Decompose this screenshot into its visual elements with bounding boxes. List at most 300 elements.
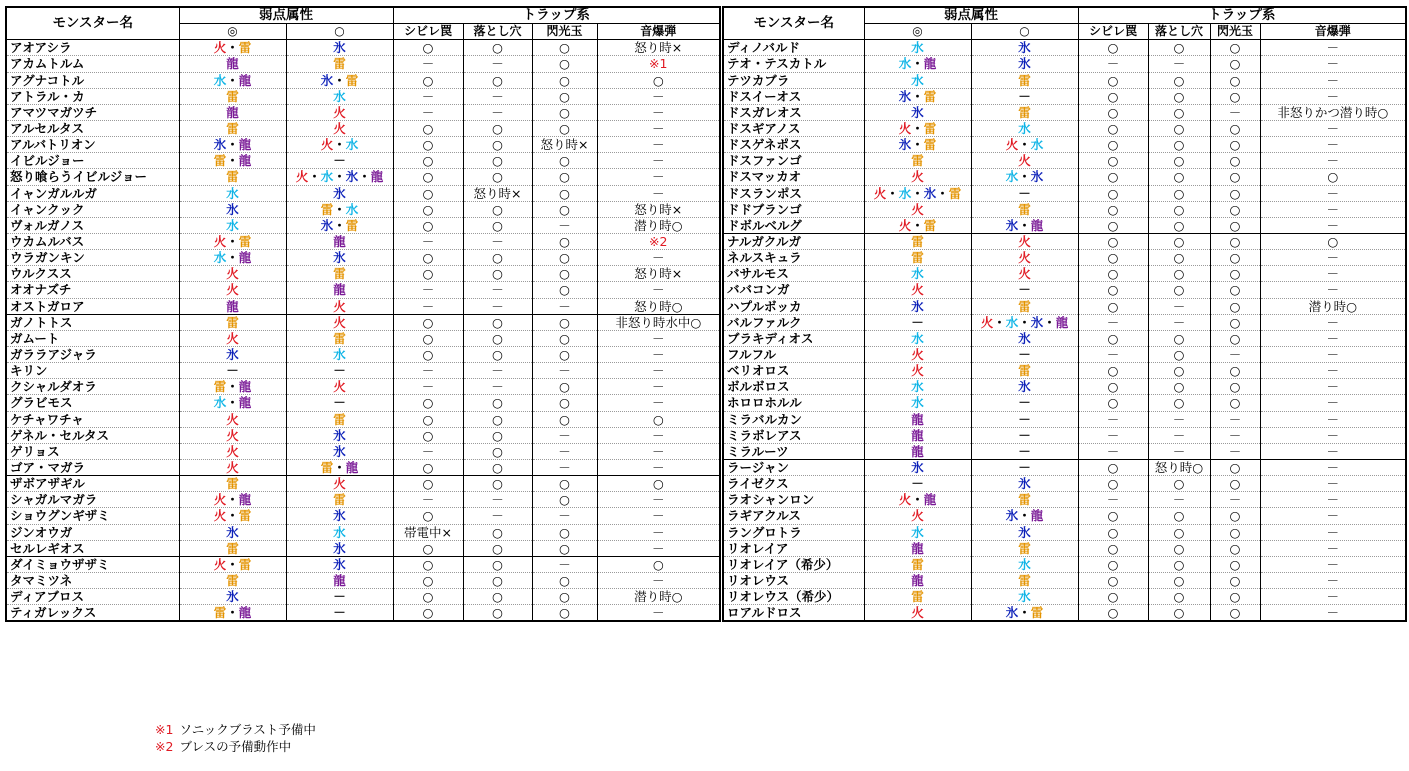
sonic-bomb-cell: －	[597, 120, 720, 136]
flash-bomb-cell: ○	[1210, 88, 1260, 104]
sonic-bomb-cell: －	[1260, 605, 1406, 622]
shock-trap-cell: －	[1078, 411, 1148, 427]
flash-bomb-cell: ○	[1210, 169, 1260, 185]
shock-trap-cell: ○	[393, 427, 463, 443]
monster-name-cell: アルバトリオン	[6, 137, 179, 153]
sonic-bomb-cell: 潜り時○	[597, 217, 720, 233]
table-row	[723, 56, 1406, 72]
good-weakness-cell: 龍	[286, 282, 393, 298]
pitfall-cell: －	[463, 282, 532, 298]
monster-name-cell: ミラルーツ	[723, 443, 864, 459]
monster-name-cell: キリン	[6, 363, 179, 379]
sonic-bomb-cell: －	[1260, 330, 1406, 346]
table-row	[6, 346, 720, 362]
monster-name-cell: ホロロホルル	[723, 395, 864, 411]
monster-name-cell: ドスギアノス	[723, 120, 864, 136]
good-weakness-cell: 雷	[971, 201, 1078, 217]
good-weakness-cell: 氷	[286, 250, 393, 266]
sonic-bomb-cell: 潜り時○	[1260, 298, 1406, 314]
shock-trap-cell: －	[393, 282, 463, 298]
monster-name-cell: ドボルベルグ	[723, 217, 864, 233]
monster-name-cell: ベリオロス	[723, 363, 864, 379]
table-row	[723, 72, 1406, 88]
pitfall-cell: ○	[1148, 605, 1210, 622]
header-pitfall-trap: 落とし穴	[463, 24, 532, 40]
pitfall-cell: ○	[463, 556, 532, 572]
shock-trap-cell: ○	[1078, 282, 1148, 298]
monster-name-cell: バサルモス	[723, 266, 864, 282]
shock-trap-cell: ○	[1078, 72, 1148, 88]
monster-name-cell: ドスマッカオ	[723, 169, 864, 185]
flash-bomb-cell: －	[532, 298, 597, 314]
monster-name-cell: ティガレックス	[6, 605, 179, 622]
sonic-bomb-cell: －	[1260, 56, 1406, 72]
good-weakness-cell: －	[286, 153, 393, 169]
sonic-bomb-cell: －	[597, 153, 720, 169]
table-row	[723, 330, 1406, 346]
pitfall-cell: ○	[1148, 88, 1210, 104]
best-weakness-cell: 龍	[864, 411, 971, 427]
shock-trap-cell: ○	[1078, 572, 1148, 588]
sonic-bomb-cell: －	[597, 395, 720, 411]
best-weakness-cell: 龍	[864, 443, 971, 459]
table-row	[723, 88, 1406, 104]
table-row	[6, 572, 720, 588]
best-weakness-cell: 火	[864, 346, 971, 362]
pitfall-cell: ○	[463, 459, 532, 475]
monster-name-cell: ゴア・マガラ	[6, 459, 179, 475]
monster-name-cell: イャンガルルガ	[6, 185, 179, 201]
sonic-bomb-cell: －	[597, 88, 720, 104]
best-weakness-cell: 氷	[179, 346, 286, 362]
good-weakness-cell: 火・水	[286, 137, 393, 153]
shock-trap-cell: ○	[1078, 137, 1148, 153]
shock-trap-cell: ○	[393, 346, 463, 362]
sonic-bomb-cell: －	[1260, 346, 1406, 362]
monster-name-cell: ライゼクス	[723, 476, 864, 492]
table-row	[723, 314, 1406, 330]
table-row	[6, 427, 720, 443]
monster-name-cell: ババコンガ	[723, 282, 864, 298]
monster-name-cell: ガララアジャラ	[6, 346, 179, 362]
flash-bomb-cell: －	[532, 427, 597, 443]
table-row	[6, 476, 720, 492]
monster-name-cell: アカムトルム	[6, 56, 179, 72]
flash-bomb-cell: ○	[1210, 476, 1260, 492]
good-weakness-cell: －	[971, 395, 1078, 411]
flash-bomb-cell: ○	[1210, 379, 1260, 395]
sonic-bomb-cell: －	[597, 104, 720, 120]
monster-name-cell: ロアルドロス	[723, 605, 864, 622]
footnote-text: ブレスの予備動作中	[179, 739, 292, 754]
sonic-bomb-cell: －	[1260, 250, 1406, 266]
good-weakness-cell: －	[286, 363, 393, 379]
flash-bomb-cell: ○	[532, 266, 597, 282]
good-weakness-cell: 氷	[286, 427, 393, 443]
table-row	[723, 508, 1406, 524]
monster-name-cell: ディアブロス	[6, 589, 179, 605]
shock-trap-cell: ○	[393, 395, 463, 411]
shock-trap-cell: ○	[1078, 298, 1148, 314]
pitfall-cell: ○	[1148, 153, 1210, 169]
best-weakness-cell: 氷・雷	[864, 137, 971, 153]
good-weakness-cell: 水	[971, 589, 1078, 605]
pitfall-cell: ○	[463, 40, 532, 56]
good-weakness-cell: 氷・雷	[286, 217, 393, 233]
pitfall-cell: ○	[463, 605, 532, 622]
pitfall-cell: ○	[463, 266, 532, 282]
monster-name-cell: ウラガンキン	[6, 250, 179, 266]
flash-bomb-cell: ○	[532, 540, 597, 556]
monster-name-cell: グラビモス	[6, 395, 179, 411]
pitfall-cell: －	[1148, 492, 1210, 508]
table-row	[6, 201, 720, 217]
monster-name-cell: オストガロア	[6, 298, 179, 314]
pitfall-cell: ○	[463, 540, 532, 556]
good-weakness-cell: 火	[971, 233, 1078, 249]
pitfall-cell: ○	[463, 120, 532, 136]
monster-name-cell: ボルボロス	[723, 379, 864, 395]
sonic-bomb-cell: －	[597, 605, 720, 622]
table-row	[723, 104, 1406, 120]
pitfall-cell: －	[1148, 314, 1210, 330]
monster-name-cell: ドスガレオス	[723, 104, 864, 120]
shock-trap-cell: ○	[1078, 524, 1148, 540]
flash-bomb-cell: ○	[1210, 56, 1260, 72]
good-weakness-cell: 氷	[971, 330, 1078, 346]
sonic-bomb-cell: 怒り時×	[597, 40, 720, 56]
shock-trap-cell: ○	[393, 476, 463, 492]
monster-name-cell: ドスイーオス	[723, 88, 864, 104]
good-weakness-cell: 龍	[286, 233, 393, 249]
best-weakness-cell: 氷	[864, 459, 971, 475]
flash-bomb-cell: ○	[532, 346, 597, 362]
flash-bomb-cell: －	[532, 217, 597, 233]
table-row	[723, 40, 1406, 56]
table-row	[6, 169, 720, 185]
shock-trap-cell: －	[1078, 492, 1148, 508]
good-weakness-cell: 雷	[286, 56, 393, 72]
good-weakness-cell: －	[286, 589, 393, 605]
pitfall-cell: ○	[463, 250, 532, 266]
sonic-bomb-cell: －	[597, 169, 720, 185]
sonic-bomb-cell: －	[597, 443, 720, 459]
monster-name-cell: フルフル	[723, 346, 864, 362]
flash-bomb-cell: ○	[532, 605, 597, 622]
flash-bomb-cell: ○	[532, 411, 597, 427]
header-monster-name: モンスター名	[6, 7, 179, 40]
best-weakness-cell: 雷	[864, 153, 971, 169]
best-weakness-cell: 龍	[179, 56, 286, 72]
sonic-bomb-cell: －	[1260, 459, 1406, 475]
table-row	[723, 266, 1406, 282]
flash-bomb-cell: ○	[1210, 540, 1260, 556]
flash-bomb-cell: ○	[1210, 72, 1260, 88]
monster-name-cell: アオアシラ	[6, 40, 179, 56]
flash-bomb-cell: ○	[1210, 120, 1260, 136]
flash-bomb-cell: ○	[532, 492, 597, 508]
sonic-bomb-cell: ○	[597, 411, 720, 427]
shock-trap-cell: －	[393, 104, 463, 120]
sonic-bomb-cell: －	[597, 427, 720, 443]
sonic-bomb-cell: －	[1260, 217, 1406, 233]
shock-trap-cell: ○	[393, 153, 463, 169]
pitfall-cell: ○	[1148, 395, 1210, 411]
sonic-bomb-cell: ○	[1260, 169, 1406, 185]
monster-name-cell: ガムート	[6, 330, 179, 346]
header-flash-bomb: 閃光玉	[532, 24, 597, 40]
good-weakness-cell: －	[971, 282, 1078, 298]
flash-bomb-cell: －	[1210, 104, 1260, 120]
flash-bomb-cell: ○	[1210, 395, 1260, 411]
flash-bomb-cell: ○	[532, 233, 597, 249]
pitfall-cell: ○	[463, 572, 532, 588]
pitfall-cell: －	[463, 492, 532, 508]
flash-bomb-cell: ○	[1210, 508, 1260, 524]
monster-name-cell: ガノトトス	[6, 314, 179, 330]
best-weakness-cell: 火	[864, 201, 971, 217]
best-weakness-cell: 水	[179, 185, 286, 201]
table-row	[723, 169, 1406, 185]
best-weakness-cell: 火・水・氷・雷	[864, 185, 971, 201]
flash-bomb-cell: ○	[1210, 363, 1260, 379]
flash-bomb-cell: －	[532, 459, 597, 475]
pitfall-cell: ○	[1148, 330, 1210, 346]
pitfall-cell: ○	[463, 524, 532, 540]
good-weakness-cell: 火・水・氷・龍	[971, 314, 1078, 330]
good-weakness-cell: 火・水・氷・龍	[286, 169, 393, 185]
table-row	[723, 589, 1406, 605]
good-weakness-cell: 雷	[286, 266, 393, 282]
monster-name-cell: ディノバルド	[723, 40, 864, 56]
table-row	[6, 250, 720, 266]
flash-bomb-cell: ○	[532, 330, 597, 346]
sonic-bomb-cell: －	[597, 508, 720, 524]
best-weakness-cell: 氷・雷	[864, 88, 971, 104]
shock-trap-cell: ○	[393, 314, 463, 330]
pitfall-cell: ○	[1148, 185, 1210, 201]
sonic-bomb-cell: －	[1260, 201, 1406, 217]
best-weakness-cell: 雷	[179, 120, 286, 136]
monster-name-cell: シャガルマガラ	[6, 492, 179, 508]
table-row	[6, 72, 720, 88]
flash-bomb-cell: ○	[1210, 40, 1260, 56]
good-weakness-cell: 雷	[971, 104, 1078, 120]
sonic-bomb-cell: 怒り時○	[597, 298, 720, 314]
flash-bomb-cell: ○	[532, 88, 597, 104]
best-weakness-cell: 火・雷	[179, 40, 286, 56]
footnote-text: ソニックブラスト予備中	[179, 722, 316, 737]
pitfall-cell: －	[1148, 443, 1210, 459]
shock-trap-cell: ○	[1078, 217, 1148, 233]
sonic-bomb-cell: －	[597, 282, 720, 298]
monster-name-cell: 怒り喰らうイビルジョー	[6, 169, 179, 185]
sonic-bomb-cell: －	[597, 185, 720, 201]
good-weakness-cell: 雷	[286, 411, 393, 427]
sonic-bomb-cell: 怒り時×	[597, 201, 720, 217]
shock-trap-cell: －	[393, 443, 463, 459]
table-row	[6, 233, 720, 249]
monster-name-cell: ドスランポス	[723, 185, 864, 201]
sonic-bomb-cell: －	[1260, 589, 1406, 605]
sonic-bomb-cell: －	[1260, 153, 1406, 169]
flash-bomb-cell: ○	[1210, 330, 1260, 346]
best-weakness-cell: 火	[864, 605, 971, 622]
best-weakness-cell: 火・雷	[179, 508, 286, 524]
shock-trap-cell: ○	[1078, 476, 1148, 492]
good-weakness-cell: 氷・龍	[971, 508, 1078, 524]
sonic-bomb-cell: ○	[597, 476, 720, 492]
pitfall-cell: ○	[463, 169, 532, 185]
table-row	[723, 556, 1406, 572]
monster-name-cell: バルファルク	[723, 314, 864, 330]
sonic-bomb-cell: ○	[597, 72, 720, 88]
table-row	[723, 476, 1406, 492]
sonic-bomb-cell: －	[1260, 524, 1406, 540]
good-weakness-cell: 雷・龍	[286, 459, 393, 475]
best-weakness-cell: 火	[179, 411, 286, 427]
good-weakness-cell: 水	[286, 346, 393, 362]
pitfall-cell: ○	[1148, 589, 1210, 605]
best-weakness-cell: 水・龍	[864, 56, 971, 72]
flash-bomb-cell: ○	[532, 524, 597, 540]
pitfall-cell: ○	[1148, 363, 1210, 379]
pitfall-cell: ○	[463, 476, 532, 492]
flash-bomb-cell: ○	[1210, 459, 1260, 475]
flash-bomb-cell: ○	[532, 120, 597, 136]
table-row	[723, 153, 1406, 169]
header-flash-bomb: 閃光玉	[1210, 24, 1260, 40]
best-weakness-cell: －	[179, 363, 286, 379]
shock-trap-cell: －	[393, 88, 463, 104]
table-row	[6, 330, 720, 346]
good-weakness-cell: －	[286, 395, 393, 411]
table-row	[6, 104, 720, 120]
shock-trap-cell: ○	[393, 137, 463, 153]
sonic-bomb-cell: ※2	[597, 233, 720, 249]
header-good-weakness: ○	[286, 24, 393, 40]
shock-trap-cell: ○	[393, 411, 463, 427]
monster-name-cell: イャンクック	[6, 201, 179, 217]
shock-trap-cell: ○	[393, 330, 463, 346]
table-row	[723, 346, 1406, 362]
table-row	[723, 185, 1406, 201]
pitfall-cell: ○	[1148, 233, 1210, 249]
flash-bomb-cell: ○	[532, 379, 597, 395]
table-row	[6, 120, 720, 136]
pitfall-cell: ○	[1148, 104, 1210, 120]
pitfall-cell: ○	[463, 153, 532, 169]
monster-name-cell: ナルガクルガ	[723, 233, 864, 249]
monster-name-cell: リオレイア	[723, 540, 864, 556]
header-weakness: 弱点属性	[864, 7, 1078, 24]
best-weakness-cell: 龍	[864, 540, 971, 556]
sonic-bomb-cell: ○	[1260, 233, 1406, 249]
shock-trap-cell: ○	[1078, 104, 1148, 120]
table-row	[6, 443, 720, 459]
pitfall-cell: ○	[463, 217, 532, 233]
pitfall-cell: －	[463, 379, 532, 395]
table-row	[6, 40, 720, 56]
best-weakness-cell: 火	[864, 169, 971, 185]
monster-name-cell: タマミツネ	[6, 572, 179, 588]
header-pitfall-trap: 落とし穴	[1148, 24, 1210, 40]
good-weakness-cell: 火	[971, 250, 1078, 266]
sonic-bomb-cell: －	[597, 137, 720, 153]
pitfall-cell: ○	[1148, 201, 1210, 217]
pitfall-cell: ○	[463, 72, 532, 88]
flash-bomb-cell: ○	[532, 572, 597, 588]
best-weakness-cell: 雷	[864, 556, 971, 572]
pitfall-cell: ○	[463, 427, 532, 443]
pitfall-cell: －	[463, 56, 532, 72]
flash-bomb-cell: ○	[1210, 217, 1260, 233]
best-weakness-cell: 水	[179, 217, 286, 233]
header-sonic-bomb: 音爆弾	[597, 24, 720, 40]
header-weakness: 弱点属性	[179, 7, 393, 24]
pitfall-cell: ○	[463, 137, 532, 153]
best-weakness-cell: 雷	[179, 540, 286, 556]
best-weakness-cell: 雷	[864, 233, 971, 249]
monster-name-cell: ハプルボッカ	[723, 298, 864, 314]
header-trap: トラップ系	[1078, 7, 1406, 24]
shock-trap-cell: ○	[393, 120, 463, 136]
good-weakness-cell: 氷	[286, 556, 393, 572]
table-row	[723, 443, 1406, 459]
sonic-bomb-cell: －	[1260, 137, 1406, 153]
footnote	[155, 738, 316, 755]
shock-trap-cell: ○	[1078, 363, 1148, 379]
pitfall-cell: ○	[1148, 169, 1210, 185]
header-sonic-bomb: 音爆弾	[1260, 24, 1406, 40]
footnotes	[155, 721, 316, 755]
monster-name-cell: アルセルタス	[6, 120, 179, 136]
shock-trap-cell: －	[1078, 443, 1148, 459]
table-row	[6, 363, 720, 379]
pitfall-cell: －	[463, 363, 532, 379]
best-weakness-cell: 火	[179, 266, 286, 282]
monster-name-cell: アマツマガツチ	[6, 104, 179, 120]
flash-bomb-cell: －	[532, 556, 597, 572]
shock-trap-cell: ○	[1078, 395, 1148, 411]
best-weakness-cell: 火	[179, 459, 286, 475]
sonic-bomb-cell: －	[1260, 40, 1406, 56]
best-weakness-cell: 火	[179, 282, 286, 298]
monster-name-cell: ザボアザギル	[6, 476, 179, 492]
flash-bomb-cell: －	[532, 508, 597, 524]
flash-bomb-cell: ○	[532, 153, 597, 169]
pitfall-cell: ○	[1148, 524, 1210, 540]
best-weakness-cell: 氷	[179, 589, 286, 605]
pitfall-cell: ○	[1148, 40, 1210, 56]
sonic-bomb-cell: －	[1260, 492, 1406, 508]
flash-bomb-cell: ○	[532, 201, 597, 217]
sonic-bomb-cell: 潜り時○	[597, 589, 720, 605]
monster-name-cell: オオナズチ	[6, 282, 179, 298]
table-row	[723, 395, 1406, 411]
good-weakness-cell: －	[971, 427, 1078, 443]
good-weakness-cell: 火	[286, 104, 393, 120]
good-weakness-cell: 氷	[286, 508, 393, 524]
table-row	[6, 459, 720, 475]
best-weakness-cell: 氷・龍	[179, 137, 286, 153]
best-weakness-cell: 雷	[179, 169, 286, 185]
best-weakness-cell: 火・龍	[179, 492, 286, 508]
table-row	[6, 556, 720, 572]
shock-trap-cell: ○	[1078, 201, 1148, 217]
flash-bomb-cell: ○	[532, 314, 597, 330]
good-weakness-cell: －	[971, 443, 1078, 459]
